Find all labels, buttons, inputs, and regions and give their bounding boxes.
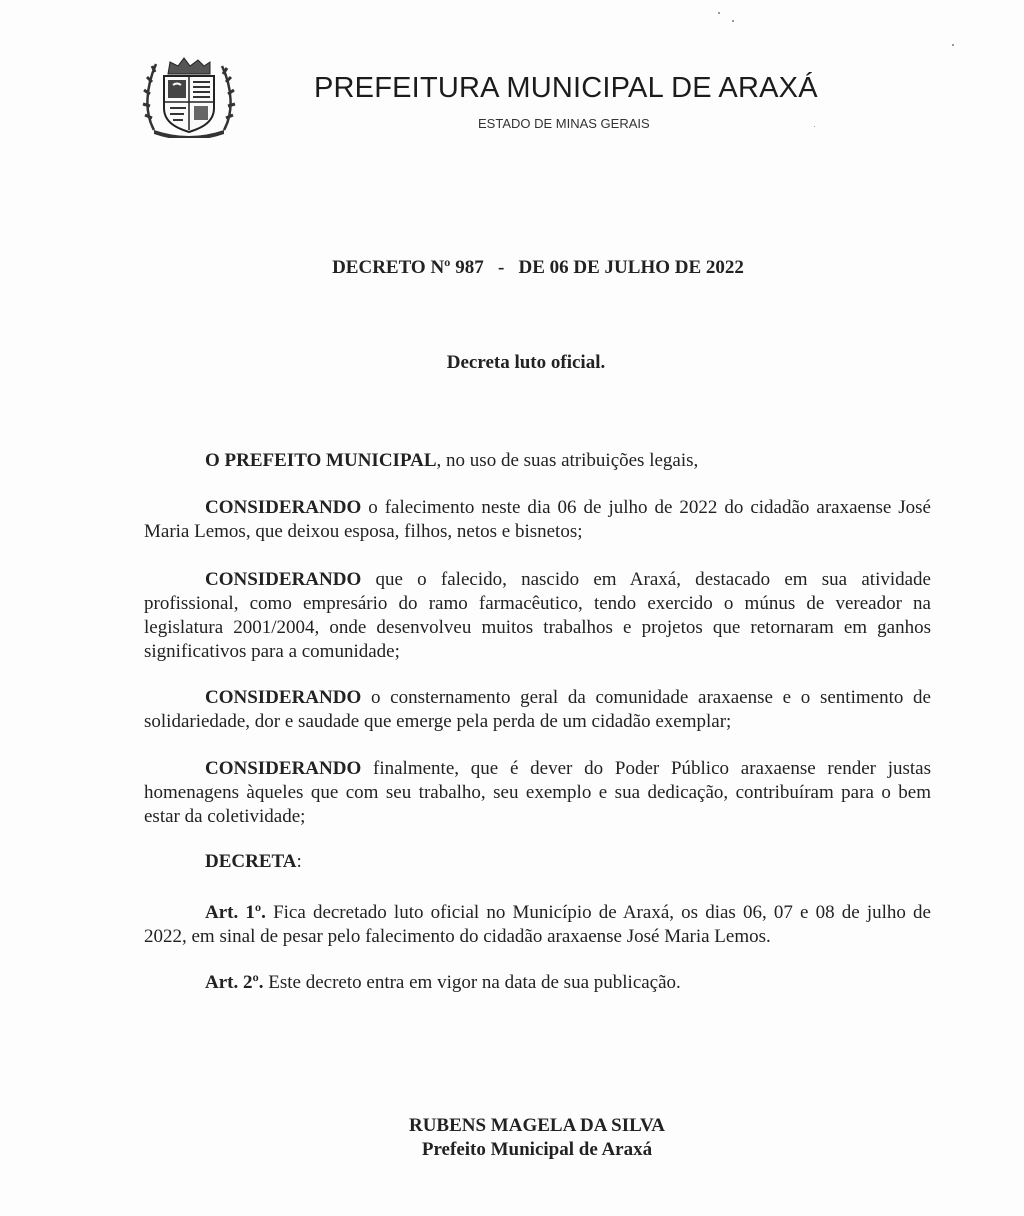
- considerando-text: que o falecido, nascido em Araxá, destacado em sua atividade profissional, como empresário do ramo farmacêutico, tendo exercido o múnus de vereador na legislatura 2001/2004, onde desenvolveu muitos trabalhos e projetos que retornaram em ganhos significativos para a comunidade;: [144, 569, 931, 662]
- considerando-label: CONSIDERANDO: [205, 569, 362, 590]
- considerando-label: CONSIDERANDO: [205, 687, 362, 708]
- paragraph-decreta: [144, 850, 931, 874]
- decree-title: DECRETO Nº 987 - DE 06 DE JULHO DE 2022: [332, 257, 744, 278]
- page-title: PREFEITURA MUNICIPAL DE ARAXÁ: [314, 72, 818, 104]
- signature-role: Prefeito Municipal de Araxá: [421, 1139, 653, 1160]
- paragraph-considerando-1: [144, 496, 931, 544]
- page-subtitle: ESTADO DE MINAS GERAIS: [478, 116, 650, 131]
- paragraph-article-2: [144, 971, 931, 995]
- scan-speck: [718, 12, 720, 14]
- paragraph-preamble: [144, 449, 931, 473]
- signature-name: RUBENS MAGELA DA SILVA: [408, 1115, 666, 1136]
- considerando-text: o falecimento neste dia 06 de julho de 2022 do cidadão araxaense José Maria Lemos, que deixou esposa, filhos, netos e bisnetos;: [144, 497, 931, 542]
- scan-speck: [952, 44, 954, 46]
- decreta-label: DECRETA: [205, 851, 297, 872]
- paragraph-considerando-2: [144, 568, 931, 664]
- article-2-label: Art. 2º.: [205, 972, 264, 993]
- considerando-label: CONSIDERANDO: [205, 758, 362, 779]
- preamble-bold: O PREFEITO MUNICIPAL: [205, 450, 437, 471]
- decree-ementa: Decreta luto oficial.: [446, 352, 606, 373]
- paragraph-considerando-4: [144, 757, 931, 829]
- considerando-text: finalmente, que é dever do Poder Público araxaense render justas homenagens àqueles que com seu trabalho, seu exemplo e sua dedicação, contribuíram para o bem estar da coletividade;: [144, 758, 931, 827]
- article-1-text: Fica decretado luto oficial no Município de Araxá, os dias 06, 07 e 08 de julho de 2022, em sinal de pesar pelo falecimento do cidadão araxaense José Maria Lemos.: [144, 902, 931, 947]
- article-1-label: Art. 1º.: [205, 902, 266, 923]
- scan-speck: [814, 126, 815, 127]
- scan-speck: [732, 20, 734, 22]
- municipal-coat-of-arms-icon: [140, 52, 236, 138]
- considerando-text: o consternamento geral da comunidade araxaense e o sentimento de solidariedade, dor e saudade que emerge pela perda de um cidadão exemplar;: [144, 687, 931, 732]
- decreta-colon: :: [296, 851, 302, 872]
- article-2-text: Este decreto entra em vigor na data de sua publicação.: [263, 972, 681, 993]
- considerando-label: CONSIDERANDO: [205, 497, 362, 518]
- paragraph-considerando-3: [144, 686, 931, 734]
- paragraph-article-1: [144, 901, 931, 949]
- preamble-text: , no uso de suas atribuições legais,: [436, 450, 699, 471]
